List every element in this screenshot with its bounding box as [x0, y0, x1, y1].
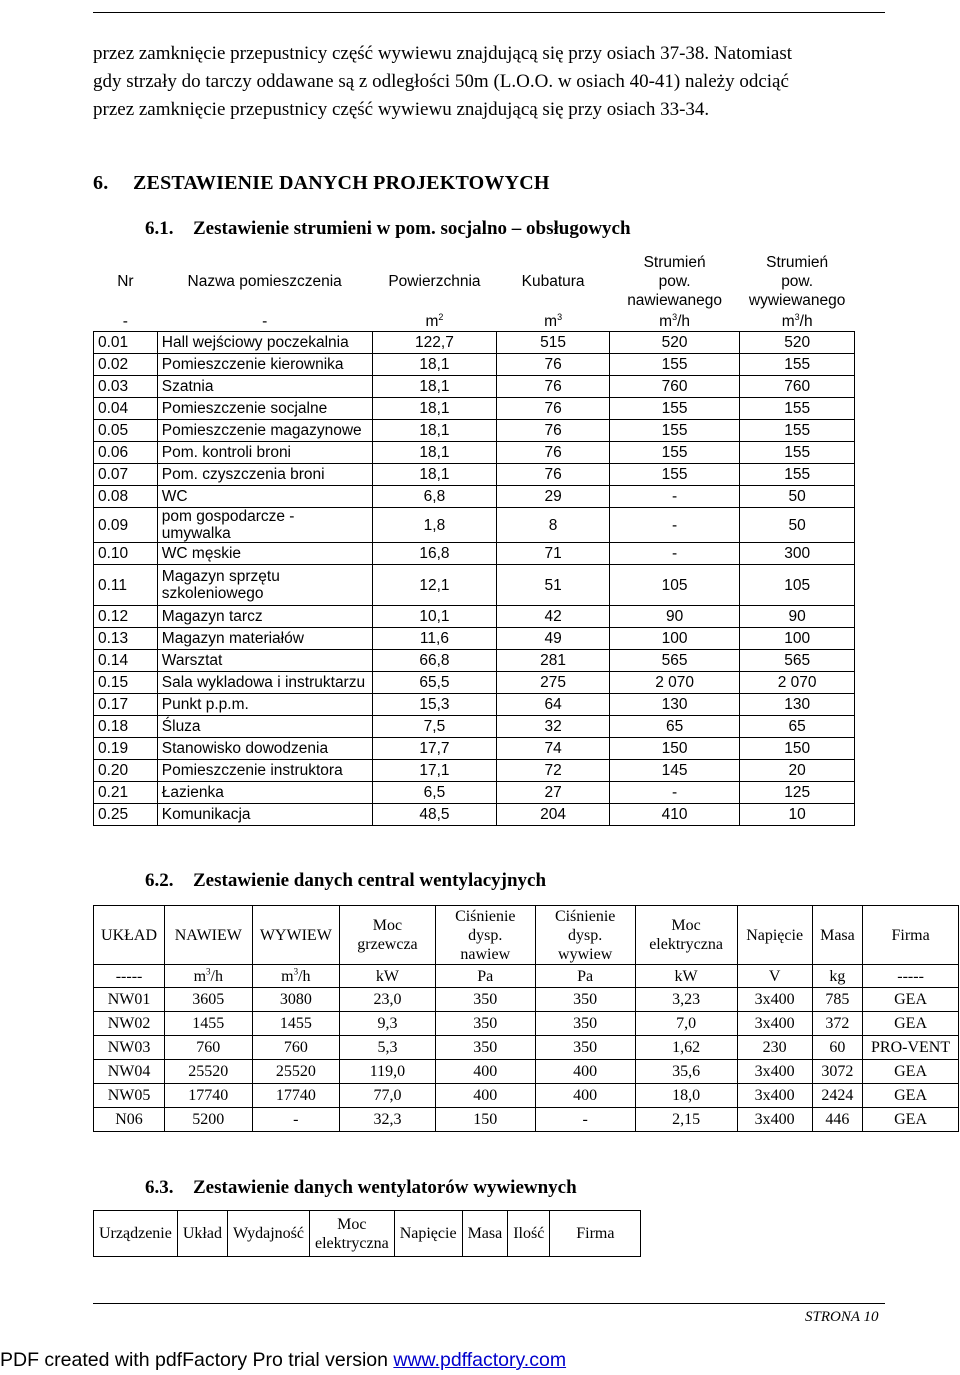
cell-volume: 76 — [497, 398, 610, 420]
unit-name: - — [262, 312, 268, 330]
cell-nr: 0.18 — [94, 716, 158, 738]
section-6-heading — [93, 172, 550, 195]
table-row — [94, 464, 855, 486]
cell-nr: 0.17 — [94, 694, 158, 716]
cell-exhaust-pressure: - — [535, 1108, 635, 1132]
cell-supply: - — [609, 543, 739, 565]
cell-room-name: Szatnia — [157, 376, 372, 398]
col-header-voltage: Napięcie — [394, 1211, 462, 1257]
col-header-quantity: Ilość — [508, 1211, 550, 1257]
table-row — [94, 672, 855, 694]
unit-heating-power: kW — [340, 965, 436, 988]
table-row — [94, 508, 855, 543]
cell-area: 18,1 — [372, 398, 497, 420]
section-title: Zestawienie danych wentylatorów wywiewnych — [193, 1177, 577, 1198]
cell-area: 18,1 — [372, 376, 497, 398]
cell-volume: 204 — [497, 804, 610, 826]
cell-volume: 27 — [497, 782, 610, 804]
cell-area: 66,8 — [372, 650, 497, 672]
unit-voltage: V — [737, 965, 812, 988]
cell-volume: 76 — [497, 376, 610, 398]
unit-electric-power: kW — [635, 965, 737, 988]
table-row — [94, 543, 855, 565]
intro-line: przez zamknięcie przepustnicy część wywiewu znajdującą się przy osiach 37-38. Natomiast — [93, 43, 793, 64]
col-header-exhaust-pressure: Ciśnienie dysp. wywiew — [535, 906, 635, 965]
cell-volume: 281 — [497, 650, 610, 672]
cell-nr: 0.02 — [94, 354, 158, 376]
cell-nr: 0.05 — [94, 420, 158, 442]
cell-exhaust: 100 — [740, 628, 855, 650]
table-row — [94, 738, 855, 760]
cell-volume: 76 — [497, 420, 610, 442]
cell-voltage: 3x400 — [737, 1012, 812, 1036]
cell-room-name: Sala wykladowa i instruktarzu — [157, 672, 372, 694]
unit-supply: $m^3/h$ — [659, 311, 691, 330]
intro-line: przez zamknięcie przepustnicy część wywiewu znajdującą się przy osiach 33-34. — [93, 99, 710, 120]
pdf-footer — [0, 1349, 566, 1372]
cell-supply: - — [609, 486, 739, 508]
cell-exhaust: 155 — [740, 420, 855, 442]
cell-mass: 785 — [812, 988, 862, 1012]
intro-paragraph — [93, 40, 893, 124]
cell-volume: 49 — [497, 628, 610, 650]
cell-area: 65,5 — [372, 672, 497, 694]
unit-supply-pressure: Pa — [435, 965, 535, 988]
unit-exhaust-pressure: Pa — [535, 965, 635, 988]
cell-exhaust-pressure: 350 — [535, 988, 635, 1012]
table-row — [94, 420, 855, 442]
cell-supply: 155 — [609, 442, 739, 464]
footer-link[interactable]: www.pdffactory.com — [393, 1349, 567, 1371]
cell-voltage: 3x400 — [737, 1060, 812, 1084]
cell-exhaust: 155 — [740, 398, 855, 420]
table-body — [94, 332, 855, 826]
cell-area: 18,1 — [372, 464, 497, 486]
cell-exhaust: 520 — [740, 332, 855, 354]
table-row — [94, 376, 855, 398]
cell-voltage: 3x400 — [737, 1084, 812, 1108]
table-row — [94, 782, 855, 804]
cell-exhaust: 90 — [740, 606, 855, 628]
cell-supply: 520 — [609, 332, 739, 354]
cell-area: 16,8 — [372, 543, 497, 565]
cell-exhaust: 150 — [740, 738, 855, 760]
cell-exhaust-pressure: 350 — [535, 1036, 635, 1060]
cell-supply: 2 070 — [609, 672, 739, 694]
page-number: STRONA 10 — [805, 1309, 879, 1325]
cell-exhaust: 155 — [740, 354, 855, 376]
cell-room-name: WC — [157, 486, 372, 508]
cell-supply: 130 — [609, 694, 739, 716]
col-header-heating-power: Moc grzewcza — [340, 906, 436, 965]
footer-rule — [93, 1303, 885, 1304]
cell-area: 18,1 — [372, 442, 497, 464]
cell-exhaust: 65 — [740, 716, 855, 738]
cell-nr: 0.25 — [94, 804, 158, 826]
col-header-uklad: UKŁAD — [94, 906, 165, 965]
cell-supply: - — [609, 508, 739, 543]
cell-electric-power: 1,62 — [635, 1036, 737, 1060]
cell-nr: 0.01 — [94, 332, 158, 354]
cell-nr: 0.08 — [94, 486, 158, 508]
units-row — [94, 965, 959, 988]
cell-exhaust: 155 — [740, 464, 855, 486]
section-number: 6. — [93, 172, 109, 194]
cell-supply: 155 — [609, 420, 739, 442]
cell-electric-power: 2,15 — [635, 1108, 737, 1132]
cell-supply: 760 — [609, 376, 739, 398]
cell-company: GEA — [863, 1084, 959, 1108]
header-line: pow. — [658, 273, 691, 290]
section-number: 6.2. — [145, 870, 174, 891]
cell-wywiew: 17740 — [252, 1084, 340, 1108]
cell-volume: 76 — [497, 442, 610, 464]
cell-nr: 0.14 — [94, 650, 158, 672]
cell-room-name: Śluza — [157, 716, 372, 738]
col-header-supply-stream — [609, 252, 739, 311]
cell-exhaust: 2 070 — [740, 672, 855, 694]
cell-nr: 0.06 — [94, 442, 158, 464]
cell-electric-power: 3,23 — [635, 988, 737, 1012]
cell-voltage: 230 — [737, 1036, 812, 1060]
cell-heating-power: 119,0 — [340, 1060, 436, 1084]
cell-exhaust: 155 — [740, 442, 855, 464]
table-header-row — [94, 906, 959, 965]
section-number: 6.1. — [145, 218, 174, 239]
cell-volume: 74 — [497, 738, 610, 760]
cell-wywiew: 1455 — [252, 1012, 340, 1036]
cell-area: 11,6 — [372, 628, 497, 650]
cell-nr: 0.15 — [94, 672, 158, 694]
cell-room-name: Komunikacja — [157, 804, 372, 826]
cell-supply-pressure: 350 — [435, 988, 535, 1012]
cell-company: GEA — [863, 1108, 959, 1132]
cell-uklad: N06 — [94, 1108, 165, 1132]
unit-mass: kg — [812, 965, 862, 988]
table-row — [94, 988, 959, 1012]
table-header-row — [94, 252, 855, 311]
cell-room-name: Pomieszczenie magazynowe — [157, 420, 372, 442]
cell-wywiew: - — [252, 1108, 340, 1132]
unit-company: ----- — [863, 965, 959, 988]
cell-nr: 0.21 — [94, 782, 158, 804]
section-number: 6.3. — [145, 1177, 174, 1198]
cell-area: 48,5 — [372, 804, 497, 826]
units-row — [94, 311, 855, 332]
cell-voltage: 3x400 — [737, 1108, 812, 1132]
table-row — [94, 694, 855, 716]
section-6-2-heading — [145, 870, 546, 892]
cell-uklad: NW04 — [94, 1060, 165, 1084]
ventilation-units-table — [93, 905, 959, 1132]
cell-wywiew: 25520 — [252, 1060, 340, 1084]
cell-supply: 565 — [609, 650, 739, 672]
cell-mass: 60 — [812, 1036, 862, 1060]
unit-wywiew: $m^3/h$ — [252, 965, 340, 988]
cell-area: 17,1 — [372, 760, 497, 782]
col-header-supply-pressure: Ciśnienie dysp. nawiew — [435, 906, 535, 965]
cell-room-name: Łazienka — [157, 782, 372, 804]
unit-exhaust: $m^3/h$ — [781, 311, 813, 330]
section-6-1-heading — [145, 218, 631, 240]
col-header-electric-power: Moc elektryczna — [635, 906, 737, 965]
unit-uklad: ----- — [94, 965, 165, 988]
cell-supply: 155 — [609, 354, 739, 376]
col-header-exhaust-stream — [740, 252, 855, 311]
table-row — [94, 442, 855, 464]
cell-room-name: Pomieszczenie kierownika — [157, 354, 372, 376]
cell-exhaust: 565 — [740, 650, 855, 672]
col-header-mass: Masa — [812, 906, 862, 965]
cell-mass: 2424 — [812, 1084, 862, 1108]
cell-supply: 100 — [609, 628, 739, 650]
cell-exhaust: 50 — [740, 508, 855, 543]
cell-heating-power: 77,0 — [340, 1084, 436, 1108]
cell-nr: 0.03 — [94, 376, 158, 398]
table-row — [94, 606, 855, 628]
cell-supply-pressure: 350 — [435, 1012, 535, 1036]
table-row — [94, 1108, 959, 1132]
cell-volume: 29 — [497, 486, 610, 508]
cell-area: 7,5 — [372, 716, 497, 738]
cell-nr: 0.19 — [94, 738, 158, 760]
cell-exhaust-pressure: 400 — [535, 1084, 635, 1108]
cell-company: PRO-VENT — [863, 1036, 959, 1060]
cell-supply-pressure: 400 — [435, 1084, 535, 1108]
cell-room-name: Punkt p.p.m. — [157, 694, 372, 716]
cell-room-name: Warsztat — [157, 650, 372, 672]
cell-supply: 145 — [609, 760, 739, 782]
cell-heating-power: 23,0 — [340, 988, 436, 1012]
table-row — [94, 1060, 959, 1084]
unit-volume: $m^3$ — [544, 311, 563, 330]
header-line: Strumień — [643, 254, 706, 271]
cell-volume: 42 — [497, 606, 610, 628]
cell-room-name: Hall wejściowy poczekalnia — [157, 332, 372, 354]
cell-area: 122,7 — [372, 332, 497, 354]
col-header-uklad: Układ — [177, 1211, 227, 1257]
cell-company: GEA — [863, 988, 959, 1012]
cell-area: 15,3 — [372, 694, 497, 716]
cell-room-name: Pomieszczenie instruktora — [157, 760, 372, 782]
cell-wywiew: 760 — [252, 1036, 340, 1060]
air-streams-table — [93, 252, 855, 826]
cell-room-name: Pom. czyszczenia broni — [157, 464, 372, 486]
cell-exhaust: 760 — [740, 376, 855, 398]
cell-mass: 372 — [812, 1012, 862, 1036]
cell-volume: 515 — [497, 332, 610, 354]
cell-room-name: WC męskie — [157, 543, 372, 565]
cell-nawiew: 5200 — [165, 1108, 253, 1132]
col-header-company: Firma — [863, 906, 959, 965]
cell-supply: 105 — [609, 565, 739, 606]
cell-nr: 0.09 — [94, 508, 158, 543]
cell-uklad: NW03 — [94, 1036, 165, 1060]
cell-wywiew: 3080 — [252, 988, 340, 1012]
table-row — [94, 650, 855, 672]
cell-volume: 71 — [497, 543, 610, 565]
cell-heating-power: 32,3 — [340, 1108, 436, 1132]
cell-volume: 275 — [497, 672, 610, 694]
header-line: nawiewanego — [627, 292, 722, 309]
cell-supply-pressure: 350 — [435, 1036, 535, 1060]
cell-mass: 446 — [812, 1108, 862, 1132]
cell-area: 18,1 — [372, 354, 497, 376]
cell-area: 12,1 — [372, 565, 497, 606]
cell-company: GEA — [863, 1012, 959, 1036]
cell-electric-power: 7,0 — [635, 1012, 737, 1036]
cell-nr: 0.10 — [94, 543, 158, 565]
col-header-area: Powierzchnia — [388, 273, 481, 290]
col-header-wywiew: WYWIEW — [252, 906, 340, 965]
header-line: pow. — [781, 273, 814, 290]
cell-volume: 51 — [497, 565, 610, 606]
unit-nawiew: $m^3/h$ — [165, 965, 253, 988]
table-body — [94, 988, 959, 1132]
col-header-volume: Kubatura — [521, 273, 585, 290]
table-row — [94, 760, 855, 782]
cell-supply: 90 — [609, 606, 739, 628]
cell-heating-power: 9,3 — [340, 1012, 436, 1036]
col-header-device: Urządzenie — [94, 1211, 178, 1257]
header-line: Strumień — [766, 254, 829, 271]
table-row — [94, 1012, 959, 1036]
cell-volume: 32 — [497, 716, 610, 738]
cell-area: 17,7 — [372, 738, 497, 760]
cell-exhaust: 300 — [740, 543, 855, 565]
intro-line: gdy strzały do tarczy oddawane są z odległości 50m (L.O.O. w osiach 40-41) należy odciąć — [93, 71, 789, 92]
table-row — [94, 486, 855, 508]
cell-area: 6,5 — [372, 782, 497, 804]
table-row — [94, 354, 855, 376]
footer-text: PDF created with pdfFactory Pro trial version — [0, 1349, 394, 1371]
table-row — [94, 628, 855, 650]
cell-room-name: pom gospodarcze - umywalka — [157, 508, 372, 543]
cell-volume: 76 — [497, 464, 610, 486]
cell-nr: 0.11 — [94, 565, 158, 606]
cell-nr: 0.04 — [94, 398, 158, 420]
cell-room-name: Magazyn tarcz — [157, 606, 372, 628]
cell-supply: 155 — [609, 398, 739, 420]
cell-room-name: Magazyn materiałów — [157, 628, 372, 650]
table-row — [94, 398, 855, 420]
cell-nr: 0.12 — [94, 606, 158, 628]
cell-nawiew: 25520 — [165, 1060, 253, 1084]
cell-exhaust: 105 — [740, 565, 855, 606]
cell-supply-pressure: 400 — [435, 1060, 535, 1084]
cell-voltage: 3x400 — [737, 988, 812, 1012]
cell-nawiew: 3605 — [165, 988, 253, 1012]
cell-uklad: NW05 — [94, 1084, 165, 1108]
cell-supply: 150 — [609, 738, 739, 760]
cell-nawiew: 17740 — [165, 1084, 253, 1108]
section-title: ZESTAWIENIE DANYCH PROJEKTOWYCH — [133, 172, 550, 194]
table-header-row — [94, 1211, 641, 1257]
cell-volume: 64 — [497, 694, 610, 716]
col-header-mass: Masa — [462, 1211, 508, 1257]
table-row — [94, 1036, 959, 1060]
cell-area: 6,8 — [372, 486, 497, 508]
cell-room-name: Pomieszczenie socjalne — [157, 398, 372, 420]
cell-uklad: NW01 — [94, 988, 165, 1012]
cell-exhaust: 130 — [740, 694, 855, 716]
cell-supply: 155 — [609, 464, 739, 486]
cell-exhaust: 10 — [740, 804, 855, 826]
cell-room-name: Pom. kontroli broni — [157, 442, 372, 464]
cell-exhaust-pressure: 400 — [535, 1060, 635, 1084]
cell-electric-power: 35,6 — [635, 1060, 737, 1084]
col-header-room-name: Nazwa pomieszczenia — [187, 273, 342, 290]
section-title: Zestawienie danych central wentylacyjnych — [193, 870, 547, 891]
cell-exhaust: 20 — [740, 760, 855, 782]
unit-nr: - — [122, 312, 128, 330]
col-header-voltage: Napięcie — [737, 906, 812, 965]
cell-nr: 0.20 — [94, 760, 158, 782]
cell-area: 1,8 — [372, 508, 497, 543]
col-header-capacity: Wydajność — [227, 1211, 309, 1257]
col-header-nawiew: NAWIEW — [165, 906, 253, 965]
cell-room-name: Stanowisko dowodzenia — [157, 738, 372, 760]
table-row — [94, 332, 855, 354]
cell-supply: 65 — [609, 716, 739, 738]
cell-nr: 0.13 — [94, 628, 158, 650]
cell-mass: 3072 — [812, 1060, 862, 1084]
cell-supply: - — [609, 782, 739, 804]
cell-exhaust: 50 — [740, 486, 855, 508]
cell-nawiew: 760 — [165, 1036, 253, 1060]
table-row — [94, 716, 855, 738]
cell-exhaust-pressure: 350 — [535, 1012, 635, 1036]
col-header-company: Firma — [550, 1211, 641, 1257]
unit-area: $m^2$ — [425, 311, 444, 330]
cell-volume: 8 — [497, 508, 610, 543]
cell-nr: 0.07 — [94, 464, 158, 486]
header-line: wywiewanego — [748, 292, 846, 309]
cell-heating-power: 5,3 — [340, 1036, 436, 1060]
table-row — [94, 1084, 959, 1108]
col-header-nr: Nr — [117, 273, 134, 290]
section-6-3-heading — [145, 1177, 577, 1199]
header-rule — [93, 12, 885, 13]
cell-electric-power: 18,0 — [635, 1084, 737, 1108]
cell-area: 10,1 — [372, 606, 497, 628]
cell-volume: 72 — [497, 760, 610, 782]
cell-uklad: NW02 — [94, 1012, 165, 1036]
exhaust-fans-table — [93, 1210, 641, 1257]
section-title: Zestawienie strumieni w pom. socjalno – obsługowych — [193, 218, 631, 239]
cell-room-name: Magazyn sprzętu szkoleniowego — [157, 565, 372, 606]
cell-volume: 76 — [497, 354, 610, 376]
cell-exhaust: 125 — [740, 782, 855, 804]
table-row — [94, 804, 855, 826]
cell-company: GEA — [863, 1060, 959, 1084]
col-header-electric-power: Moc elektryczna — [309, 1211, 394, 1257]
cell-nawiew: 1455 — [165, 1012, 253, 1036]
table-row — [94, 565, 855, 606]
cell-area: 18,1 — [372, 420, 497, 442]
cell-supply-pressure: 150 — [435, 1108, 535, 1132]
cell-supply: 410 — [609, 804, 739, 826]
